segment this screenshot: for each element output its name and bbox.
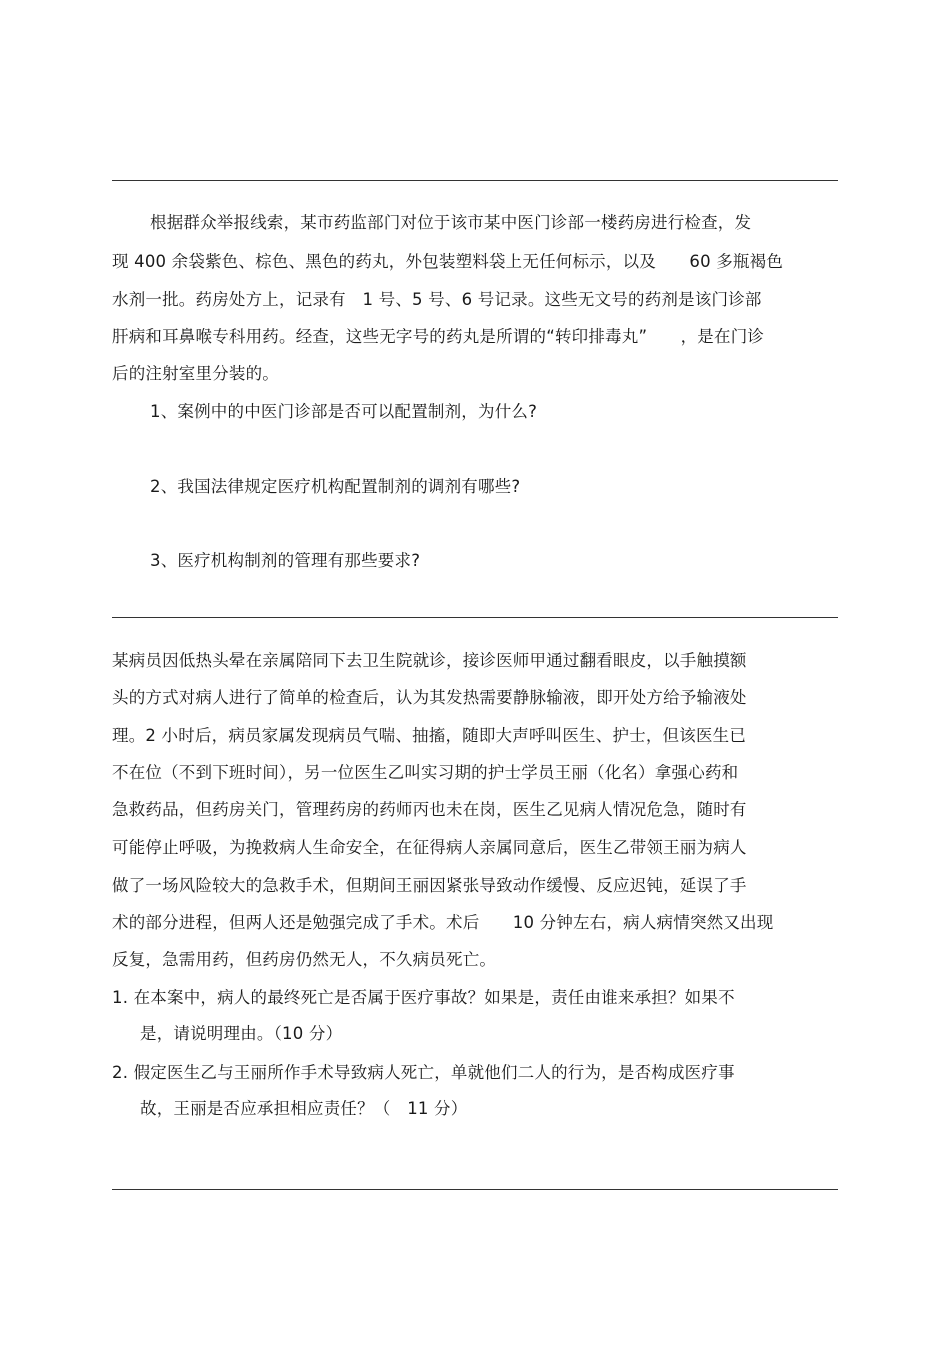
case-2-line-4: 不在位（不到下班时间），另一位医生乙叫实习期的护士学员王丽（化名）拿强心药和 (112, 763, 739, 782)
case-2-line-9: 反复，急需用药，但药房仍然无人，不久病员死亡。 (112, 950, 497, 969)
case-2-line-5: 急救药品，但药房关门，管理药房的药师丙也未在岗，医生乙见病人情况危急，随时有 (112, 800, 747, 819)
case-1-question-2: 2、我国法律规定医疗机构配置制剂的调剂有哪些? (150, 477, 521, 496)
case-2-line-6: 可能停止呼吸，为挽救病人生命安全，在征得病人亲属同意后，医生乙带领王丽为病人 (112, 838, 747, 857)
case-2-line-7: 做了一场风险较大的急救手术，但期间王丽因紧张导致动作缓慢、反应迟钝，延误了手 (112, 876, 747, 895)
case-1-line-4: 肝病和耳鼻喉专科用药。经查，这些无字号的药丸是所谓的“转印排毒丸” ，是在门诊 (112, 327, 765, 346)
case-2-line-3: 理。2 小时后，病员家属发现病员气喘、抽搐，随即大声呼叫医生、护士，但该医生已 (112, 726, 747, 745)
separator-rule-top (112, 180, 838, 181)
case-2-question-1: 1. 在本案中，病人的最终死亡是否属于医疗事故？如果是，责任由谁来承担？如果不 (112, 988, 735, 1007)
case-2-question-1-cont: 是，请说明理由。（10 分） (140, 1024, 343, 1043)
case-1-line-5: 后的注射室里分装的。 (112, 364, 279, 383)
case-1-line-2: 现 400 余袋紫色、棕色、黑色的药丸，外包装塑料袋上无任何标示，以及 60 多瓶褐色 (112, 252, 784, 271)
case-1-question-1: 1、案例中的中医门诊部是否可以配置制剂，为什么? (150, 402, 538, 421)
case-2-line-2: 头的方式对病人进行了简单的检查后，认为其发热需要静脉输液，即开处方给予输液处 (112, 688, 747, 707)
case-1-line-1: 根据群众举报线索，某市药监部门对位于该市某中医门诊部一楼药房进行检查，发 (150, 213, 752, 232)
case-2-line-8: 术的部分进程，但两人还是勉强完成了手术。术后 10 分钟左右，病人病情突然又出现 (112, 913, 774, 932)
separator-rule-middle (112, 617, 838, 618)
case-2-line-1: 某病员因低热头晕在亲属陪同下去卫生院就诊，接诊医师甲通过翻看眼皮，以手触摸额 (112, 651, 747, 670)
case-2-question-2-cont: 故，王丽是否应承担相应责任？（ 11 分） (140, 1099, 468, 1118)
case-2-question-2: 2. 假定医生乙与王丽所作手术导致病人死亡，单就他们二人的行为，是否构成医疗事 (112, 1063, 735, 1082)
case-1-line-3: 水剂一批。药房处方上，记录有 1 号、5 号、6 号记录。这些无文号的药剂是该门诊部 (112, 290, 762, 309)
separator-rule-bottom (112, 1189, 838, 1190)
case-1-question-3: 3、医疗机构制剂的管理有那些要求? (150, 551, 421, 570)
